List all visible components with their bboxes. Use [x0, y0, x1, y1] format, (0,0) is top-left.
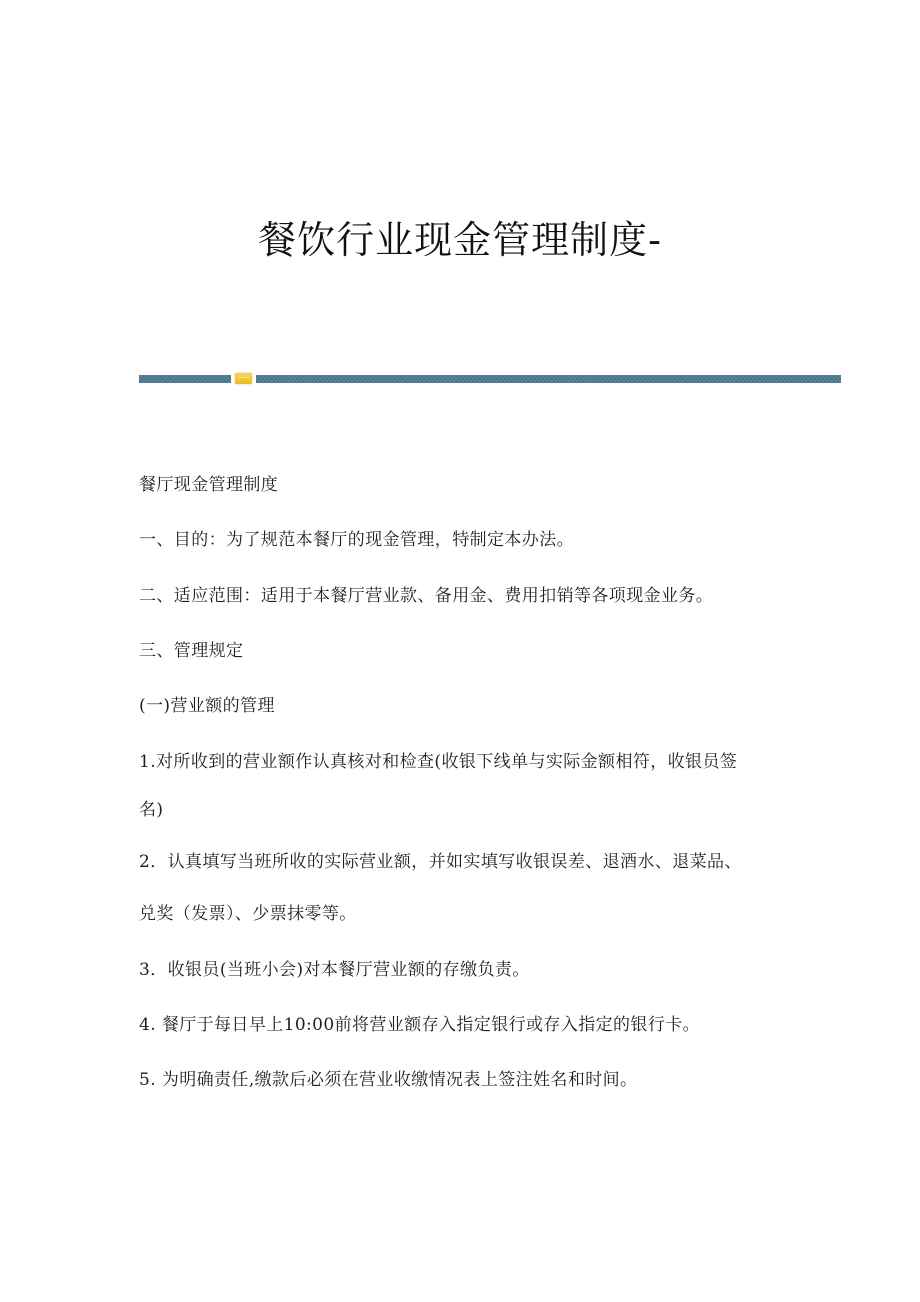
- list-item-3: 3．收银员(当班小会)对本餐厅营业额的存缴负责。: [139, 960, 530, 980]
- divider-bar-right: [256, 375, 841, 383]
- paragraph-purpose: 一、目的：为了规范本餐厅的现金管理，特制定本办法。: [139, 530, 574, 550]
- list-item-5: 5. 为明确责任,缴款后必须在营业收缴情况表上签注姓名和时间。: [139, 1070, 638, 1090]
- paragraph-subheading-revenue: (一)营业额的管理: [139, 696, 275, 716]
- list-item-1-continued: 名): [139, 800, 164, 820]
- divider-accent-icon: [235, 373, 252, 384]
- section-heading: 餐厅现金管理制度: [139, 475, 279, 495]
- list-item-2: 2．认真填写当班所收的实际营业额，并如实填写收银误差、退酒水、退菜品、: [139, 852, 742, 872]
- paragraph-scope: 二、适应范围：适用于本餐厅营业款、备用金、费用扣销等各项现金业务。: [139, 586, 714, 606]
- paragraph-rules-heading: 三、管理规定: [139, 641, 244, 661]
- list-item-1: 1.对所收到的营业额作认真核对和检查(收银下线单与实际金额相符，收银员签: [139, 752, 738, 772]
- page-title: 餐饮行业现金管理制度-: [258, 218, 662, 262]
- title-divider: [139, 375, 841, 384]
- list-item-4: 4. 餐厅于每日早上10:00前将营业额存入指定银行或存入指定的银行卡。: [139, 1015, 701, 1035]
- divider-bar-left: [139, 375, 231, 383]
- list-item-2-continued: 兑奖（发票）、少票抹零等。: [139, 904, 357, 924]
